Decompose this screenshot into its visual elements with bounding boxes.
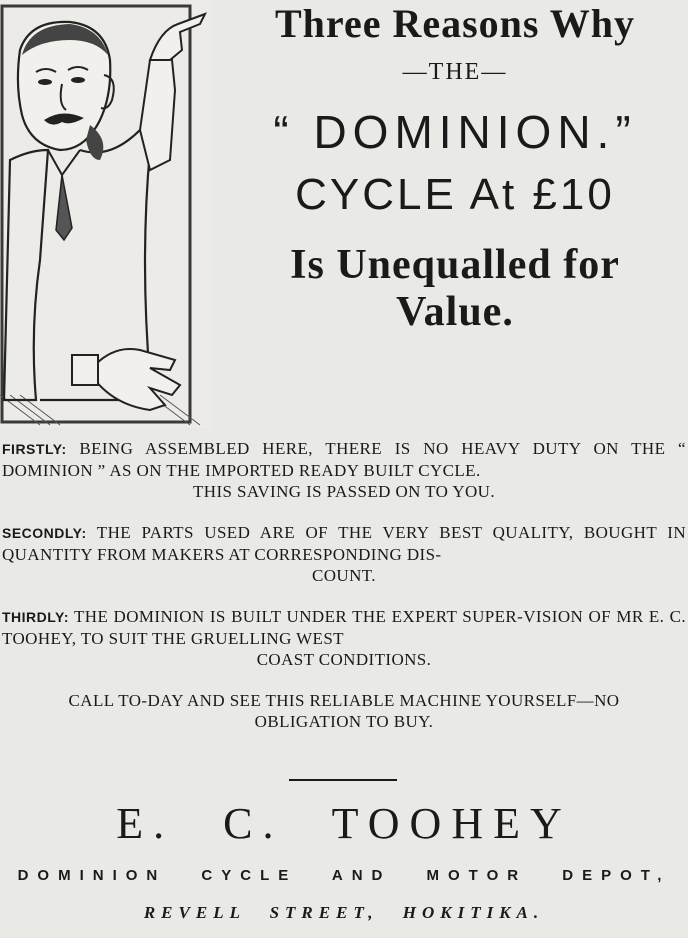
pointing-man-illustration (0, 0, 212, 428)
headline-dominion: “ DOMINION.” (273, 106, 637, 158)
reason-text: THE DOMINION IS BUILT UNDER THE EXPERT SUPER-VISION OF MR E. C. TOOHEY, TO SUIT THE GRUELLING WEST (2, 607, 686, 648)
reason-last-line: COUNT. (312, 566, 376, 585)
footer-block (0, 798, 688, 924)
reason-thirdly (2, 606, 686, 670)
headline-three-reasons: Three Reasons Why (274, 1, 635, 46)
call-line-2: OBLIGATION TO BUY. (254, 712, 434, 731)
headline-cycle-price: CYCLE At £10 (295, 170, 615, 219)
man-drawing-icon (0, 0, 212, 428)
reason-secondly (2, 522, 686, 586)
headline-value: Value. (396, 289, 514, 335)
reason-text: BEING ASSEMBLED HERE, THERE IS NO HEAVY DUTY ON THE “ DOMINION ” AS ON THE IMPORTED READY BUILT CYCLE. (2, 439, 686, 480)
call-line-1: CALL TO-DAY AND SEE THIS RELIABLE MACHINE YOURSELF—NO (68, 691, 620, 710)
headline-the: —THE— (402, 59, 508, 85)
headline-unequalled: Is Unequalled for (290, 242, 620, 288)
reason-last-line: COAST CONDITIONS. (256, 650, 432, 669)
reason-firstly (2, 438, 686, 502)
reason-tag: SECONDLY: (2, 525, 87, 541)
proprietor-name: E. C. TOOHEY (116, 799, 572, 848)
call-to-action (2, 690, 686, 732)
reason-tag: THIRDLY: (2, 609, 69, 625)
reason-tag: FIRSTLY: (2, 441, 67, 457)
reasons-list (2, 438, 686, 732)
depot-name: DOMINION CYCLE AND MOTOR DEPOT, (17, 867, 671, 884)
reason-last-line: THIS SAVING IS PASSED ON TO YOU. (192, 482, 495, 501)
reason-text: THE PARTS USED ARE OF THE VERY BEST QUALITY, BOUGHT IN QUANTITY FROM MAKERS AT CORRESPONDING DIS- (2, 523, 686, 564)
divider-rule (289, 779, 397, 781)
street-address: REVELL STREET, HOKITIKA. (143, 903, 545, 922)
headline-block (222, 0, 688, 336)
